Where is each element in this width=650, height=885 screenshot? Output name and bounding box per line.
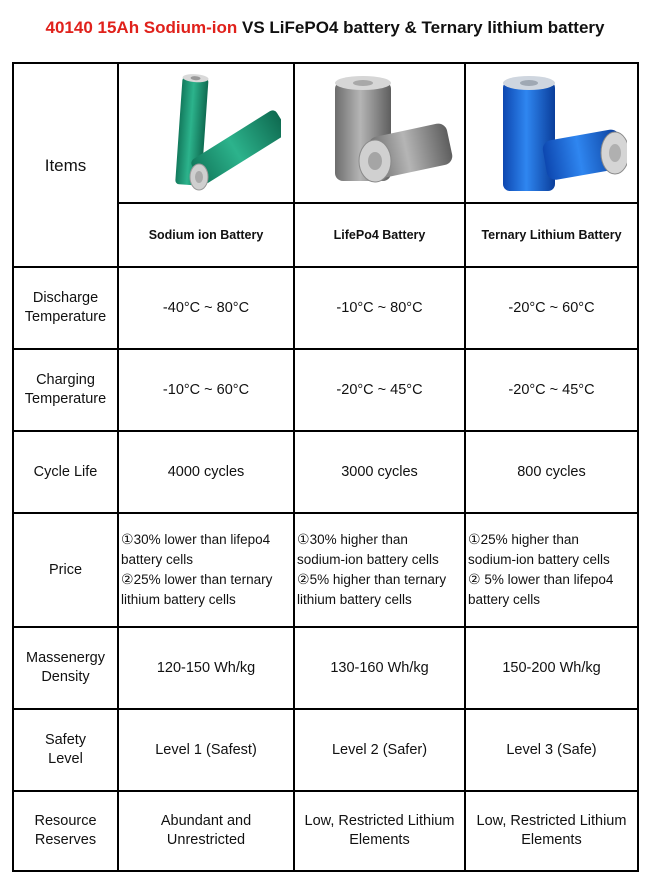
items-header: Items (13, 63, 118, 267)
row-label-charging-temperature: Charging Temperature (13, 349, 118, 431)
cell-cycle-lifepo4: 3000 cycles (294, 431, 465, 513)
column-header-ternary: Ternary Lithium Battery (465, 203, 638, 267)
cell-density-lifepo4: 130-160 Wh/kg (294, 627, 465, 709)
cell-charging-ternary: -20°C ~ 45°C (465, 349, 638, 431)
row-label-massenergy-density: Massenergy Density (13, 627, 118, 709)
cell-resource-ternary: Low, Restricted Lithium Elements (465, 791, 638, 871)
cell-discharge-ternary: -20°C ~ 60°C (465, 267, 638, 349)
item-marker-1: ① (468, 532, 481, 548)
item-marker-2: ② (468, 572, 481, 588)
cell-safety-lifepo4: Level 2 (Safer) (294, 709, 465, 791)
cell-cycle-ternary: 800 cycles (465, 431, 638, 513)
column-header-sodium: Sodium ion Battery (118, 203, 294, 267)
cell-price-lifepo4: ①30% higher than sodium-ion battery cells ②5% higher than ternary lithium battery cells (294, 513, 465, 627)
cell-charging-sodium: -10°C ~ 60°C (118, 349, 294, 431)
cell-price-ternary: ①25% higher than sodium-ion battery cells ② 5% lower than lifepo4 battery cells (465, 513, 638, 627)
cell-price-sodium: ①30% lower than lifepo4 battery cells ②25% lower than ternary lithium battery cells (118, 513, 294, 627)
grey-battery-cells-icon (305, 69, 455, 197)
title-highlight: 40140 15Ah Sodium-ion (45, 18, 238, 37)
cell-discharge-lifepo4: -10°C ~ 80°C (294, 267, 465, 349)
cell-charging-lifepo4: -20°C ~ 45°C (294, 349, 465, 431)
row-label-cycle-life: Cycle Life (13, 431, 118, 513)
green-battery-cells-icon (131, 69, 281, 197)
row-label-price: Price (13, 513, 118, 627)
cell-cycle-sodium: 4000 cycles (118, 431, 294, 513)
cell-density-sodium: 120-150 Wh/kg (118, 627, 294, 709)
item-marker-2: ② (121, 572, 134, 588)
item-marker-1: ① (121, 532, 134, 548)
lifepo4-battery-image (294, 63, 465, 203)
row-label-resource-reserves: Resource Reserves (13, 791, 118, 871)
row-label-safety-level: Safety Level (13, 709, 118, 791)
column-header-lifepo4: LifePo4 Battery (294, 203, 465, 267)
cell-safety-ternary: Level 3 (Safe) (465, 709, 638, 791)
comparison-table (12, 62, 639, 872)
item-marker-1: ① (297, 532, 310, 548)
page-title (0, 18, 650, 38)
cell-resource-lifepo4: Low, Restricted Lithium Elements (294, 791, 465, 871)
cell-resource-sodium: Abundant and Unrestricted (118, 791, 294, 871)
sodium-battery-image (118, 63, 294, 203)
cell-density-ternary: 150-200 Wh/kg (465, 627, 638, 709)
cell-safety-sodium: Level 1 (Safest) (118, 709, 294, 791)
item-marker-2: ② (297, 572, 310, 588)
ternary-battery-image (465, 63, 638, 203)
cell-discharge-sodium: -40°C ~ 80°C (118, 267, 294, 349)
row-label-discharge-temperature: Discharge Temperature (13, 267, 118, 349)
blue-battery-cells-icon (477, 69, 627, 197)
title-rest: VS LiFePO4 battery & Ternary lithium battery (237, 18, 605, 37)
